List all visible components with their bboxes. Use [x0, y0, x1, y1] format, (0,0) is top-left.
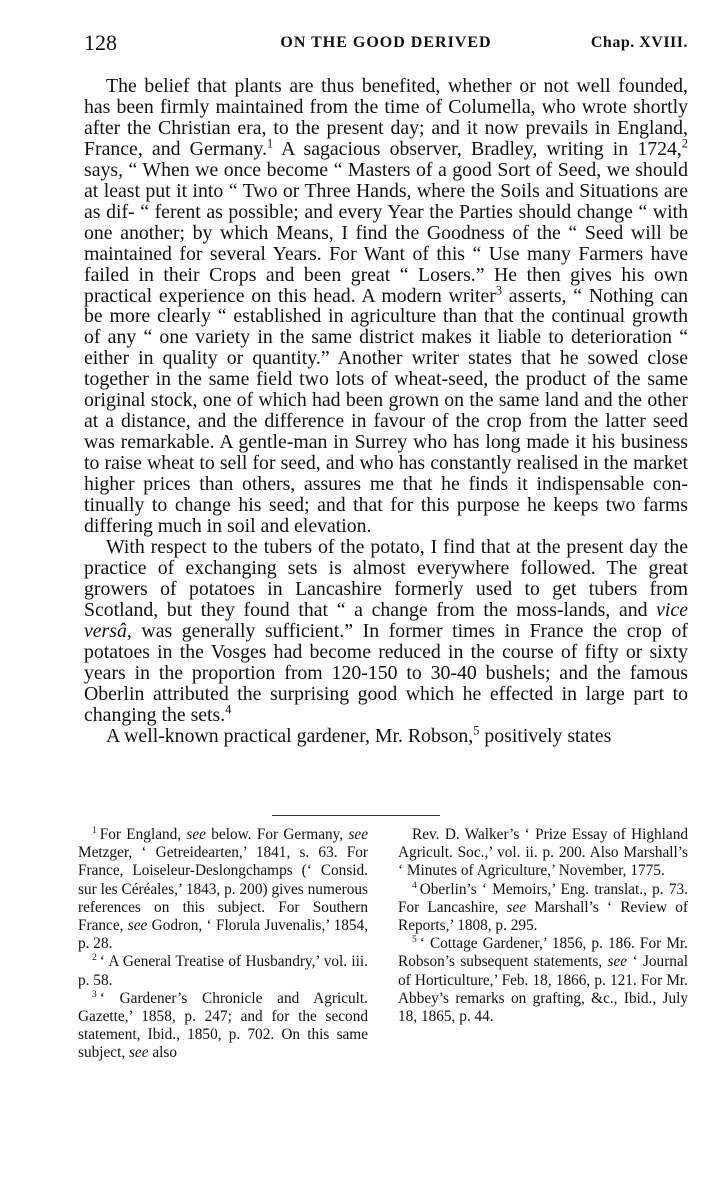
text-run: below. For Germany, — [205, 826, 349, 843]
text-run: A well-known practical gardener, Mr. Robson, — [106, 724, 474, 747]
text-run: positively states — [479, 724, 612, 747]
text-run: The belief that plants are thus benefited, whether or not well founded, has been firmly maintained from the time of Columella, who wrote shortly after the Christian era, to the present day; and it now prevails in England, France, and Germany. — [84, 75, 688, 160]
footnotes-left-column — [78, 826, 368, 1063]
text-run: A sagacious observer, Bradley, writing in 1724, — [273, 137, 682, 160]
footnote-marker: 2 — [92, 953, 97, 964]
text-run: ‘ Gardener’s Chronicle and Agricult. Gazette,’ 1858, p. 247; and for the second statement, Ibid., 1850, p. 702. On this same subject, — [78, 989, 368, 1062]
text-run: Oberlin’s ‘ Memoirs,’ Eng. translat., p. 73. For Lancashire, — [398, 880, 688, 916]
body-paragraph — [84, 76, 688, 537]
footnote-marker: 5 — [473, 722, 480, 737]
italic-text: see — [127, 917, 148, 935]
text-run: Godron, ‘ Florula Juvenalis,’ 1854, p. 28. — [78, 917, 368, 953]
text-run: also — [148, 1044, 177, 1062]
footnote-marker: 3 — [495, 282, 502, 297]
body-paragraph — [84, 537, 688, 726]
text-run: Marshall’s ‘ Review of Reports,’ 1808, p. 295. — [398, 898, 688, 935]
text-run: , was generally sufficient.” In former times in France the crop of potatoes in the Vosges had become reduced in the course of fifty or sixty years in the proportion from 120-150 to 30-40 bushels; and the famous Oberlin attributed the surprising good which he effected in large part to changing the sets. — [84, 619, 688, 726]
italic-text: vice versâ — [84, 598, 688, 642]
text-run: ‘ A General Treatise of Husbandry,’ vol. iii. p. 58. — [78, 953, 368, 989]
footnote-divider — [272, 815, 440, 816]
footnote-marker: 1 — [92, 825, 97, 836]
footnote-marker: 1 — [266, 136, 274, 151]
footnote-marker: 4 — [225, 702, 232, 716]
chapter-label: Chap. XVIII. — [590, 34, 688, 51]
page-header — [84, 28, 688, 58]
text-run: Rev. D. Walker’s ‘ Prize Essay of Highland Agricult. Soc.,’ vol. ii. p. 200. Also Marshall’s ‘ Minutes of Agriculture,’ November, 1775. — [398, 826, 688, 880]
text-run: ‘ Cottage Gardener,’ 1856, p. 186. For Mr. Robson’s subsequent statements, — [398, 935, 688, 971]
main-body-text — [84, 76, 688, 747]
text-run: asserts, “ Nothing can be more clearly “ established in agriculture than that the continual growth of any “ one variety in the same district makes it liable to deterioration “ either in quality or quantity.” Another writer states that he sowed close together in the same field two lots of wheat-seed, the product of the same original stock, one of which had been grown on the same land and the other at a distance, and the difference in favour of the crop from the latter seed was remarkable. A gentle-man in Surrey who has long made it his business to raise wheat to sell for seed, and who has constantly realised in the market higher prices than others, assures me that he finds it indispensable con-tinually to change his seed; and that for this purpose he keeps two farms differing much in soil and elevation. — [84, 284, 688, 538]
footnote — [398, 826, 688, 881]
body-paragraph — [84, 722, 688, 747]
footnote-marker: 3 — [92, 989, 97, 1000]
italic-text: see — [607, 953, 628, 971]
text-run: With respect to the tubers of the potato, I find that at the present day the practice of exchanging sets is almost everywhere followed. The great growers of potatoes in Lancashire formerly used to get tubers from Scotland, but they found that “ a change from the moss-lands, and — [84, 535, 688, 621]
text-run: ‘ Journal of Horticulture,’ Feb. 18, 1866, p. 121. For Mr. Abbey’s remarks on grafting, &c., Ibid., July 18, 1865, p. 44. — [398, 953, 688, 1026]
text-run: Metzger, ‘ Getreidearten,’ 1841, s. 63. For France, Loiseleur-Deslongchamps (‘ Consid. sur les Céréales,’ 1843, p. 200) gives numerous references on this subject. For Southern France, — [78, 844, 368, 935]
footnote — [398, 881, 688, 936]
footnote — [78, 953, 368, 989]
footnote-marker: 5 — [412, 935, 417, 946]
running-head: ON THE GOOD DERIVED — [280, 34, 492, 51]
text-run: For England, — [99, 826, 187, 843]
italic-text: see — [348, 826, 368, 843]
footnote-marker: 4 — [412, 880, 417, 891]
italic-text: see — [506, 898, 527, 916]
text-run: says, “ When we once become “ Masters of a good Sort of Seed, we should at least put it into “ Two or Three Hands, where the Soils and Situations are as dif- “ ferent as possible; and every Year the Parties should change “ with one another; by which Means, I find the Goodness of the “ Seed will be maintained for several Years. For Want of this “ Use many Farmers have failed in their Crops and been great “ Losers.” He then gives his own practical experience on this head. A modern writer — [84, 158, 688, 307]
page-number: 128 — [84, 30, 117, 55]
italic-text: see — [186, 826, 206, 843]
footnote — [78, 826, 368, 953]
footnotes-right-column — [398, 826, 688, 1026]
footnote — [398, 935, 688, 1026]
footnote — [78, 990, 368, 1063]
italic-text: see — [128, 1044, 149, 1062]
footnote-marker: 2 — [681, 136, 688, 151]
